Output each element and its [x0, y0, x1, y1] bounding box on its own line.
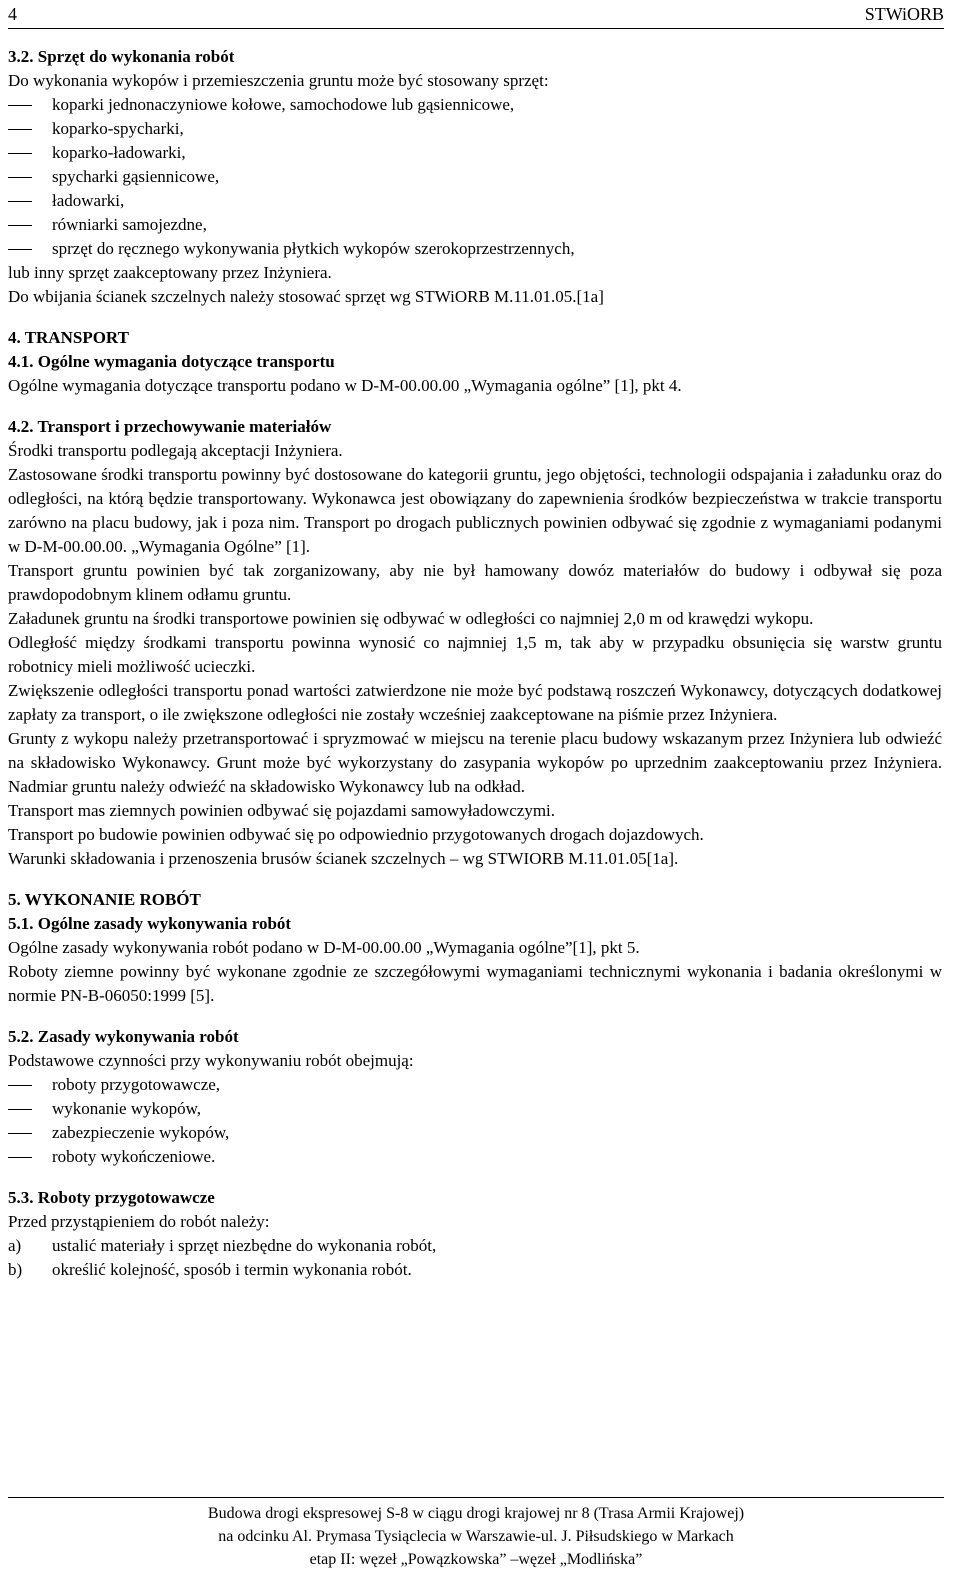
paragraph: Zastosowane środki transportu powinny być dostosowane do kategorii gruntu, jego objętości, technologii odspajania i załadunku oraz do odległości, na którą będzie transportowany. Wykonawca jest obowiązany do zapewnienia środków bezpieczeństwa w trakcie transportu zarówno na placu budowy, jak i poza nim. Transport po drogach publicznych powinien odbywać się zgodnie z wymaganiami podanymi w D-M-00.00.00. „Wymagania Ogólne” [1]. [8, 465, 942, 556]
list-item [8, 1234, 942, 1258]
paragraph: Transport po budowie powinien odbywać się po odpowiednio przygotowanych drogach dojazdowych. [8, 825, 704, 844]
footer-line: etap II: węzeł „Powązkowska” –węzeł „Modlińska” [309, 1551, 643, 1568]
list-item [8, 1258, 942, 1282]
page-footer [8, 1497, 944, 1571]
paragraph: Warunki składowania i przenoszenia brusów ścianek szczelnych – wg STWIORB M.11.01.05[1a]. [8, 849, 679, 868]
paragraph: Grunty z wykopu należy przetransportować i spryzmować w miejscu na terenie placu budowy wskazanym przez Inżyniera lub odwieźć na składowisko Wykonawcy. Grunt może być wykorzystany do zasypania wykopów po uprzednim zaakceptowaniu przez Inżyniera. Nadmiar gruntu należy odwieźć na składowisko Wykonawcy lub na odkład. [8, 729, 942, 796]
section-5-2-heading: 5.2. Zasady wykonywania robót [8, 1027, 239, 1046]
paragraph: Odległość między środkami transportu powinna wynosić co najmniej 1,5 m, tak aby w przypadku obsunięcia się warstw gruntu robotnicy mieli możliwość ucieczki. [8, 633, 942, 676]
page-header [8, 0, 944, 29]
list-item: roboty wykończeniowe. [8, 1145, 942, 1169]
section-5-3-intro: Przed przystąpieniem do robót należy: [8, 1212, 270, 1231]
list-item: ładowarki, [8, 189, 942, 213]
section-4-1-text: Ogólne wymagania dotyczące transportu podano w D-M-00.00.00 „Wymagania ogólne” [1], pkt 4. [8, 376, 682, 395]
list-item: równiarki samojezdne, [8, 213, 942, 237]
list-item-text: ustalić materiały i sprzęt niezbędne do wykonania robót, [52, 1236, 437, 1255]
paragraph: Załadunek gruntu na środki transportowe powinien się odbywać w odległości co najmniej 2,0 m od krawędzi wykopu. [8, 609, 814, 628]
section-3-2-note: Do wbijania ścianek szczelnych należy stosować sprzęt wg STWiORB M.11.01.05.[1a] [8, 287, 604, 306]
paragraph: Transport mas ziemnych powinien odbywać się pojazdami samowyładowczymi. [8, 801, 556, 820]
list-item: sprzęt do ręcznego wykonywania płytkich wykopów szerokoprzestrzennych, [8, 237, 942, 261]
document-code: STWiORB [864, 4, 944, 24]
section-3-2-intro: Do wykonania wykopów i przemieszczenia gruntu może być stosowany sprzęt: [8, 71, 549, 90]
footer-line: Budowa drogi ekspresowej S-8 w ciągu drogi krajowej nr 8 (Trasa Armii Krajowej) [207, 1505, 745, 1522]
paragraph: Roboty ziemne powinny być wykonane zgodnie ze szczegółowymi wymaganiami technicznymi wykonania i badania określonymi w normie PN-B-06050:1999 [5]. [8, 962, 942, 1005]
page-number: 4 [8, 4, 17, 24]
paragraph: Transport gruntu powinien być tak zorganizowany, aby nie był hamowany dowóz materiałów do budowy i odbywał się poza prawdopodobnym klinem odłamu gruntu. [8, 561, 942, 604]
list-item: koparko-spycharki, [8, 117, 942, 141]
section-5-heading: 5. WYKONANIE ROBÓT [8, 890, 201, 909]
section-4-1-heading: 4.1. Ogólne wymagania dotyczące transportu [8, 352, 335, 371]
paragraph: Środki transportu podlegają akceptacji Inżyniera. [8, 441, 343, 460]
list-item: zabezpieczenie wykopów, [8, 1121, 942, 1145]
section-4-heading: 4. TRANSPORT [8, 328, 129, 347]
paragraph: Ogólne zasady wykonywania robót podano w D-M-00.00.00 „Wymagania ogólne”[1], pkt 5. [8, 938, 640, 957]
section-3-2-heading: 3.2. Sprzęt do wykonania robót [8, 47, 235, 66]
footer-line: na odcinku Al. Prymasa Tysiąclecia w Warszawie-ul. J. Piłsudskiego w Markach [218, 1528, 734, 1545]
section-3-2-after: lub inny sprzęt zaakceptowany przez Inżyniera. [8, 263, 332, 282]
document-body [8, 45, 942, 1282]
list-marker: a) [8, 1236, 22, 1255]
list-item-text: określić kolejność, sposób i termin wykonania robót. [52, 1260, 412, 1279]
list-marker: b) [8, 1260, 23, 1279]
section-5-3-heading: 5.3. Roboty przygotowawcze [8, 1188, 215, 1207]
list-item: koparki jednonaczyniowe kołowe, samochodowe lub gąsiennicowe, [8, 93, 942, 117]
section-4-2-heading: 4.2. Transport i przechowywanie materiałów [8, 417, 332, 436]
list-item: roboty przygotowawcze, [8, 1073, 942, 1097]
section-5-1-heading: 5.1. Ogólne zasady wykonywania robót [8, 914, 292, 933]
list-item: spycharki gąsiennicowe, [8, 165, 942, 189]
list-item: koparko-ładowarki, [8, 141, 942, 165]
section-5-2-intro: Podstawowe czynności przy wykonywaniu robót obejmują: [8, 1051, 414, 1070]
paragraph: Zwiększenie odległości transportu ponad wartości zatwierdzone nie może być podstawą roszczeń Wykonawcy, dotyczących dodatkowej zapłaty za transport, o ile zwiększone odległości nie zostały wcześniej zaakceptowane na piśmie przez Inżyniera. [8, 681, 942, 724]
list-item: wykonanie wykopów, [8, 1097, 942, 1121]
